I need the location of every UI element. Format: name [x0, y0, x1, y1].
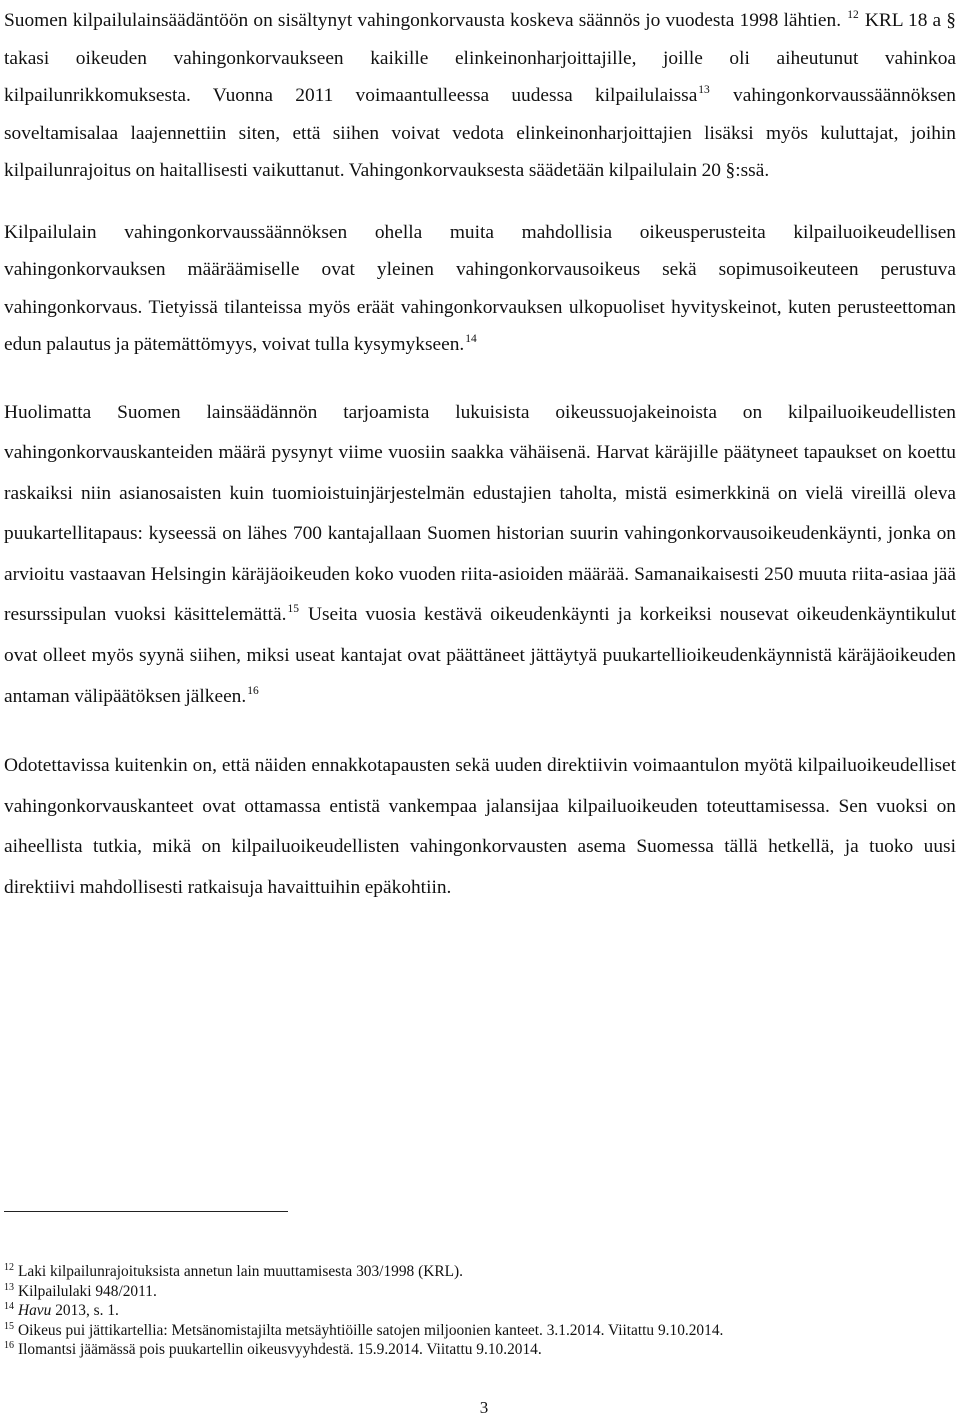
footnote-number: 14 — [4, 1301, 14, 1312]
page-number: 3 — [479, 1398, 489, 1417]
footnote-15 — [4, 1321, 956, 1341]
footnote-number: 13 — [4, 1281, 14, 1293]
footnote-16 — [4, 1340, 956, 1360]
footnote-number: 15 — [4, 1320, 14, 1332]
paragraph-3 — [4, 393, 956, 718]
italic-text: Havu — [18, 1302, 52, 1319]
footnote-14 — [4, 1301, 956, 1321]
footnote-reference: 13 — [698, 84, 710, 96]
paragraph-1 — [4, 2, 956, 190]
footnote-number: 12 — [4, 1262, 14, 1273]
paragraph-4 — [4, 746, 956, 908]
text-run: Oikeus pui jättikartellia: Metsänomistajilta metsäyhtiöille satojen miljoonien kanteet. 3.1.2014. Viitattu 9.10.2014. — [18, 1321, 724, 1339]
footnote-separator — [4, 1211, 288, 1212]
footnote-reference: 16 — [247, 684, 259, 697]
text-run: KRL 18 a § takasi oikeuden vahingonkorvaukseen kaikille elinkeinonharjoittajille, joille oli aiheutunut vahinkoa kilpailunrikkomuksesta. Vuonna 2011 voimaantulleessa uudessa kilpailulaissa — [4, 10, 956, 106]
text-run: Huolimatta Suomen lainsäädännön tarjoamista lukuisista oikeussuojakeinoista on kilpailuoikeudellisten vahingonkorvauskanteiden määrä pysynyt viime vuosiin saakka vähäisenä. Harvat käräjille päätyneet tapaukset on koettu raskaiksi niin asianosaisten kuin tuomioistuinjärjestelmän edustajien taholta, mistä esimerkkinä on vielä vireillä oleva puukartellitapaus: kyseessä on lähes 700 kantajallaan Suomen historian suurin vahingonkorvausoikeudenkäynti, jonka on arvioitu vastaavan Helsingin käräjäoikeuden koko vuoden riita-asioiden määrää. Samanaikaisesti 250 muuta riita-asiaa jää resurssipulan vuoksi käsittelemättä. — [4, 401, 956, 626]
text-run: Laki kilpailunrajoituksista annetun lain muuttamisesta 303/1998 (KRL). — [18, 1263, 463, 1280]
footnote-reference: 15 — [287, 603, 299, 616]
text-run: Kilpailulain vahingonkorvaussäännöksen ohella muita mahdollisia oikeusperusteita kilpailuoikeudellisen vahingonkorvauksen määräämiselle ovat yleinen vahingonkorvausoikeus sekä sopimusoikeuteen perustuva vahingonkorvaus. Tietyissä tilanteissa myös eräät vahingonkorvauksen ulkopuoliset hyvityskeinot, kuten perusteettoman edun palautus ja pätemättömyys, voivat tulla kysymykseen. — [4, 221, 956, 355]
text-run: Suomen kilpailulainsäädäntöön on sisältynyt vahingonkorvausta koskeva säännös jo vuodesta 1998 lähtien. — [4, 10, 847, 31]
footnote-reference: 14 — [465, 333, 477, 345]
footnote-12 — [4, 1262, 956, 1282]
text-run: 2013, s. 1. — [51, 1302, 119, 1319]
text-run: Kilpailulaki 948/2011. — [18, 1282, 157, 1300]
text-run: Odotettavissa kuitenkin on, että näiden ennakkotapausten sekä uuden direktiivin voimaantulon myötä kilpailuoikeudelliset vahingonkorvauskanteet ovat ottamassa entistä vankempaa jalansijaa kilpailuoikeuden toteuttamisessa. Sen vuoksi on aiheellista tutkia, mikä on kilpailuoikeudellisten vahingonkorvausten asema Suomessa tällä hetkellä, ja tuoko uusi direktiivi mahdollisesti ratkaisuja havaittuihin epäkohtiin. — [4, 755, 956, 899]
footnotes — [4, 1262, 956, 1360]
footnote-reference: 12 — [847, 9, 859, 21]
footnote-number: 16 — [4, 1340, 14, 1351]
text-run: Ilomantsi jäämässä pois puukartellin oikeusvyyhdestä. 15.9.2014. Viitattu 9.10.2014. — [18, 1341, 542, 1358]
body-text — [4, 2, 956, 909]
paragraph-2 — [4, 214, 956, 364]
footnote-13 — [4, 1282, 956, 1302]
text-run: Useita vuosia kestävä oikeudenkäynti ja korkeiksi nousevat oikeudenkäyntikulut ovat olleet myös syynä siihen, miksi useat kantajat ovat päättäneet jättäytyä puukartellioikeudenkäynnistä käräjäoikeuden antaman välipäätöksen jälkeen. — [4, 604, 956, 707]
text-run: vahingonkorvaussäännöksen soveltamisalaa laajennettiin siten, että siihen voivat vedota elinkeinonharjoittajien lisäksi myös kuluttajat, joihin kilpailunrajoitus on haitallisesti vaikuttanut. Vahingonkorvauksesta säädetään kilpailulain 20 §:ssä. — [4, 85, 956, 181]
